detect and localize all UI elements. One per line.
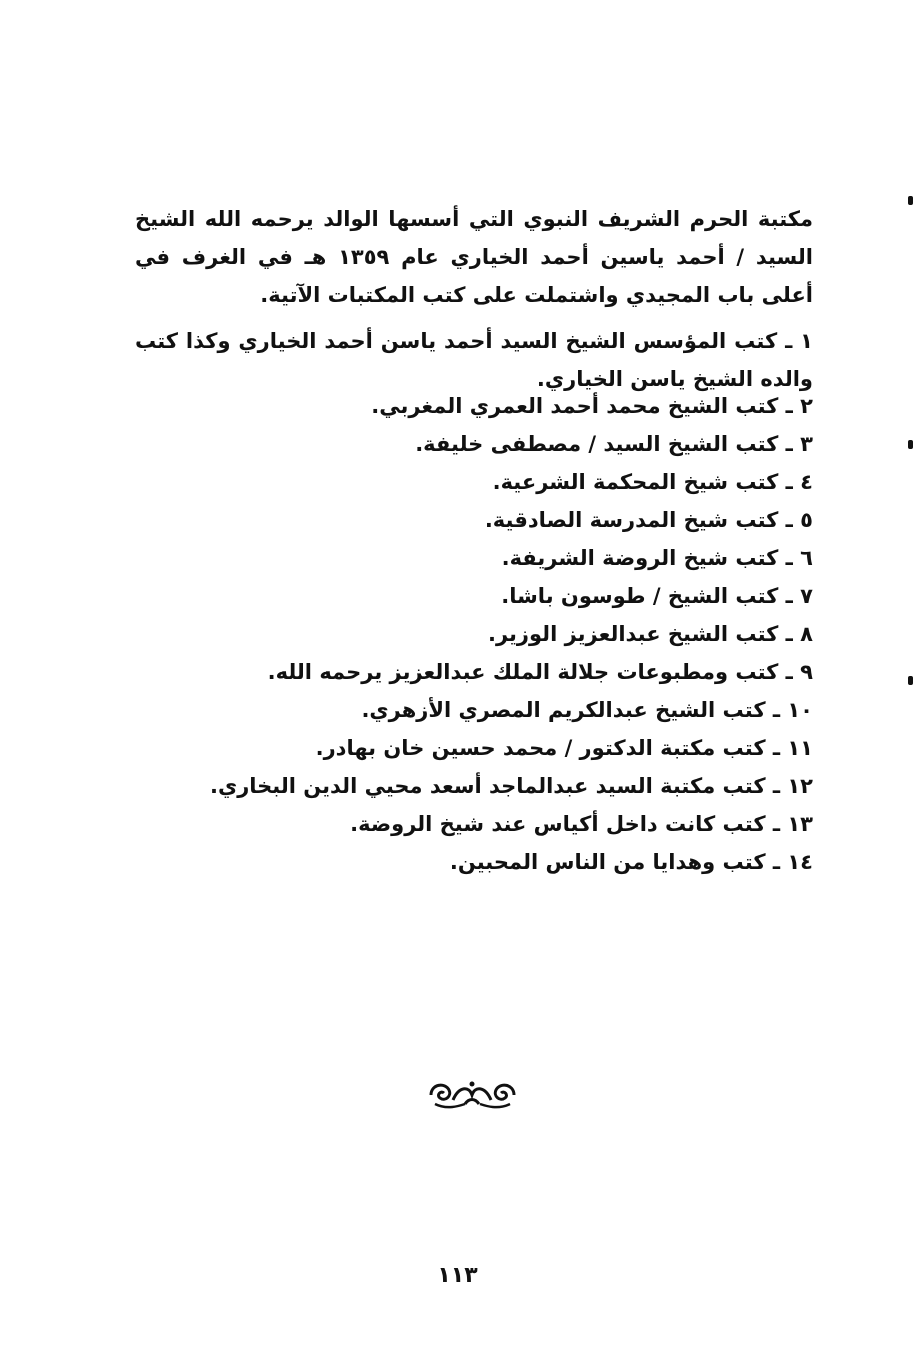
list-item-6: ٦ ـ كتب شيخ الروضة الشريفة.	[501, 546, 813, 570]
list-item-10: ١٠ ـ كتب الشيخ عبدالكريم المصري الأزهري.	[361, 698, 813, 722]
list-item-7: ٧ ـ كتب الشيخ / طوسون باشا.	[501, 584, 813, 608]
list-item-11: ١١ ـ كتب مكتبة الدكتور / محمد حسين خان بهادر.	[315, 736, 813, 760]
list-item-14: ١٤ ـ كتب وهدايا من الناس المحبين.	[449, 850, 813, 874]
list-item-1: ١ ـ كتب المؤسس الشيخ السيد أحمد ياسن أحمد الخياري وكذا كتب والده الشيخ ياسن الخياري.	[135, 329, 813, 391]
list-item-12: ١٢ ـ كتب مكتبة السيد عبدالماجد أسعد محيي الدين البخاري.	[209, 774, 813, 798]
list-item-3: ٣ ـ كتب الشيخ السيد / مصطفى خليفة.	[415, 432, 813, 456]
list-item-8: ٨ ـ كتب الشيخ عبدالعزيز الوزير.	[488, 622, 813, 646]
page-number: ١١٣	[437, 1263, 478, 1288]
list-item-13: ١٣ ـ كتب كانت داخل أكياس عند شيخ الروضة.	[350, 812, 813, 836]
edge-speck	[908, 676, 913, 685]
decorative-flourish-icon	[425, 1078, 520, 1112]
intro-paragraph: مكتبة الحرم الشريف النبوي التي أسسها الوالد يرحمه الله الشيخ السيد / أحمد ياسين أحمد الخياري عام ١٣٥٩ هـ في الغرف في أعلى باب المجيدي واشتملت على كتب المكتبات الآتية.	[135, 207, 813, 307]
list-item-5: ٥ ـ كتب شيخ المدرسة الصادقية.	[484, 508, 813, 532]
edge-speck	[908, 196, 913, 205]
list-item-9: ٩ ـ كتب ومطبوعات جلالة الملك عبدالعزيز يرحمه الله.	[267, 660, 813, 684]
list-item-2: ٢ ـ كتب الشيخ محمد أحمد العمري المغربي.	[371, 394, 813, 418]
edge-speck	[908, 440, 913, 449]
list-item-4: ٤ ـ كتب شيخ المحكمة الشرعية.	[492, 470, 813, 494]
